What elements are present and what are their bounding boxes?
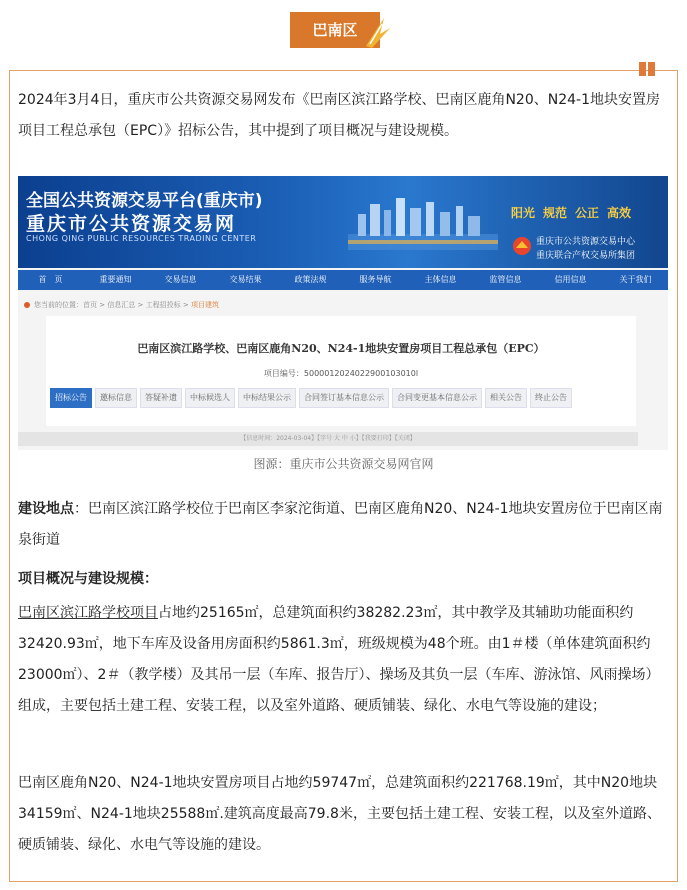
intro-paragraph: 2024年3月4日，重庆市公共资源交易网发布《巴南区滨江路学校、巴南区鹿角N20、N24-1地块安置房项目工程总承包（EPC）》招标公告，其中提到了项目概况与建设规模。: [18, 92, 660, 139]
project2-paragraph: 巴南区鹿角N20、N24-1地块安置房项目占地约59747㎡，总建筑面积约221768.19㎡，其中N20地块34159㎡、N24-1地块25588㎡.建筑高度最高79.8米，主要包括土建工程、安装工程，以及室外道路、硬质铺装、绿化、水电气等设施的建设。: [18, 775, 661, 853]
tab-termination[interactable]: 终止公告: [530, 388, 572, 408]
site-banner: [18, 176, 668, 268]
image-caption: 图源：重庆市公共资源交易网官网: [253, 457, 434, 471]
overview-heading: [18, 564, 670, 595]
nav-item-trade-info[interactable]: 交易信息: [164, 275, 197, 284]
slogan-2: 规范: [543, 206, 568, 220]
notice-title: 巴南区滨江路学校、巴南区鹿角N20、N24-1地块安置房项目工程总承包（EPC）: [137, 342, 545, 355]
notice-footer: 【信息时间：2024-03-04】【字号 大 中 小】【我要打印】【关闭】: [18, 432, 638, 446]
sparkle-icon: [362, 14, 392, 50]
bookmark-icon: [637, 62, 657, 78]
breadcrumb-current[interactable]: 项目建筑: [190, 301, 219, 309]
nav-item-supervision[interactable]: 监管信息: [489, 275, 522, 284]
tab-candidates[interactable]: 中标候选人: [185, 388, 235, 408]
breadcrumb-path[interactable]: 您当前的位置：首页 > 信息汇总 > 工程招投标 >: [34, 301, 191, 309]
project1-name: 巴南区滨江路学校项目: [18, 605, 158, 621]
tab-qa[interactable]: 答疑补遗: [140, 388, 182, 408]
banner-english: CHONG QING PUBLIC RESOURCES TRADING CENTER: [26, 234, 257, 243]
nav-item-about[interactable]: 关于我们: [619, 275, 652, 284]
project1-paragraph: [18, 598, 670, 722]
org-name-1: 重庆市公共资源交易中心: [536, 237, 636, 247]
org-name-2: 重庆联合产权交易所集团: [536, 251, 636, 261]
tab-invitation[interactable]: 邀标信息: [95, 388, 137, 408]
location-label: 建设地点: [18, 501, 74, 517]
location-pin-icon: [24, 302, 30, 308]
tab-contract-change[interactable]: 合同变更基本信息公示: [392, 388, 482, 408]
city-skyline-image: [348, 194, 498, 250]
site-nav: [18, 270, 668, 290]
tab-result[interactable]: 中标结果公示: [238, 388, 296, 408]
project1-text: 占地约25165㎡，总建筑面积约38282.23㎡，其中教学及其辅助功能面积约32420.93㎡，地下车库及设备用房面积约5861.3㎡，班级规模为48个班。由1＃楼（单体建筑面积约23000㎡）、2＃（教学楼）及其吊一层（车库、报告厅）、操场及其负一层（车库、游泳馆、风雨操场）组成，主要包括土建工程、安装工程，以及室外道路、硬质铺装、绿化、水电气等设施的建设；: [18, 605, 660, 714]
project-number: 项目编号：5000012024022900103010l: [263, 369, 419, 378]
banner-slogan: [511, 204, 639, 221]
breadcrumb: [24, 300, 219, 310]
nav-item-policy[interactable]: 政策法规: [294, 275, 327, 284]
notice-panel: [46, 316, 636, 426]
banner-title-2: 重庆市公共资源交易网: [26, 213, 237, 235]
website-screenshot: [18, 176, 668, 450]
notice-tabs: [50, 388, 575, 408]
location-paragraph: [18, 494, 670, 556]
tab-contract[interactable]: 合同签订基本信息公示: [299, 388, 389, 408]
location-text: ：巴南区滨江路学校位于巴南区李家沱街道、巴南区鹿角N20、N24-1地块安置房位于巴南区南泉街道: [18, 501, 663, 548]
tab-related[interactable]: 相关公告: [485, 388, 527, 408]
nav-item-credit[interactable]: 信用信息: [554, 275, 587, 284]
nav-item-service[interactable]: 服务导航: [359, 275, 392, 284]
slogan-1: 阳光: [511, 206, 536, 220]
nav-item-home[interactable]: 首 页: [38, 275, 63, 284]
nav-item-trade-results[interactable]: 交易结果: [229, 275, 262, 284]
overview-label: 项目概况与建设规模：: [18, 571, 158, 587]
tab-tender-notice[interactable]: 招标公告: [50, 388, 92, 408]
nav-item-entity[interactable]: 主体信息: [424, 275, 457, 284]
slogan-4: 高效: [607, 206, 632, 220]
nav-item-notices[interactable]: 重要通知: [99, 275, 132, 284]
section-tag-label: 巴南区: [290, 12, 380, 48]
banner-title-1: 全国公共资源交易平台(重庆市): [26, 191, 263, 211]
org-logo-icon: [512, 236, 532, 256]
slogan-3: 公正: [575, 206, 600, 220]
